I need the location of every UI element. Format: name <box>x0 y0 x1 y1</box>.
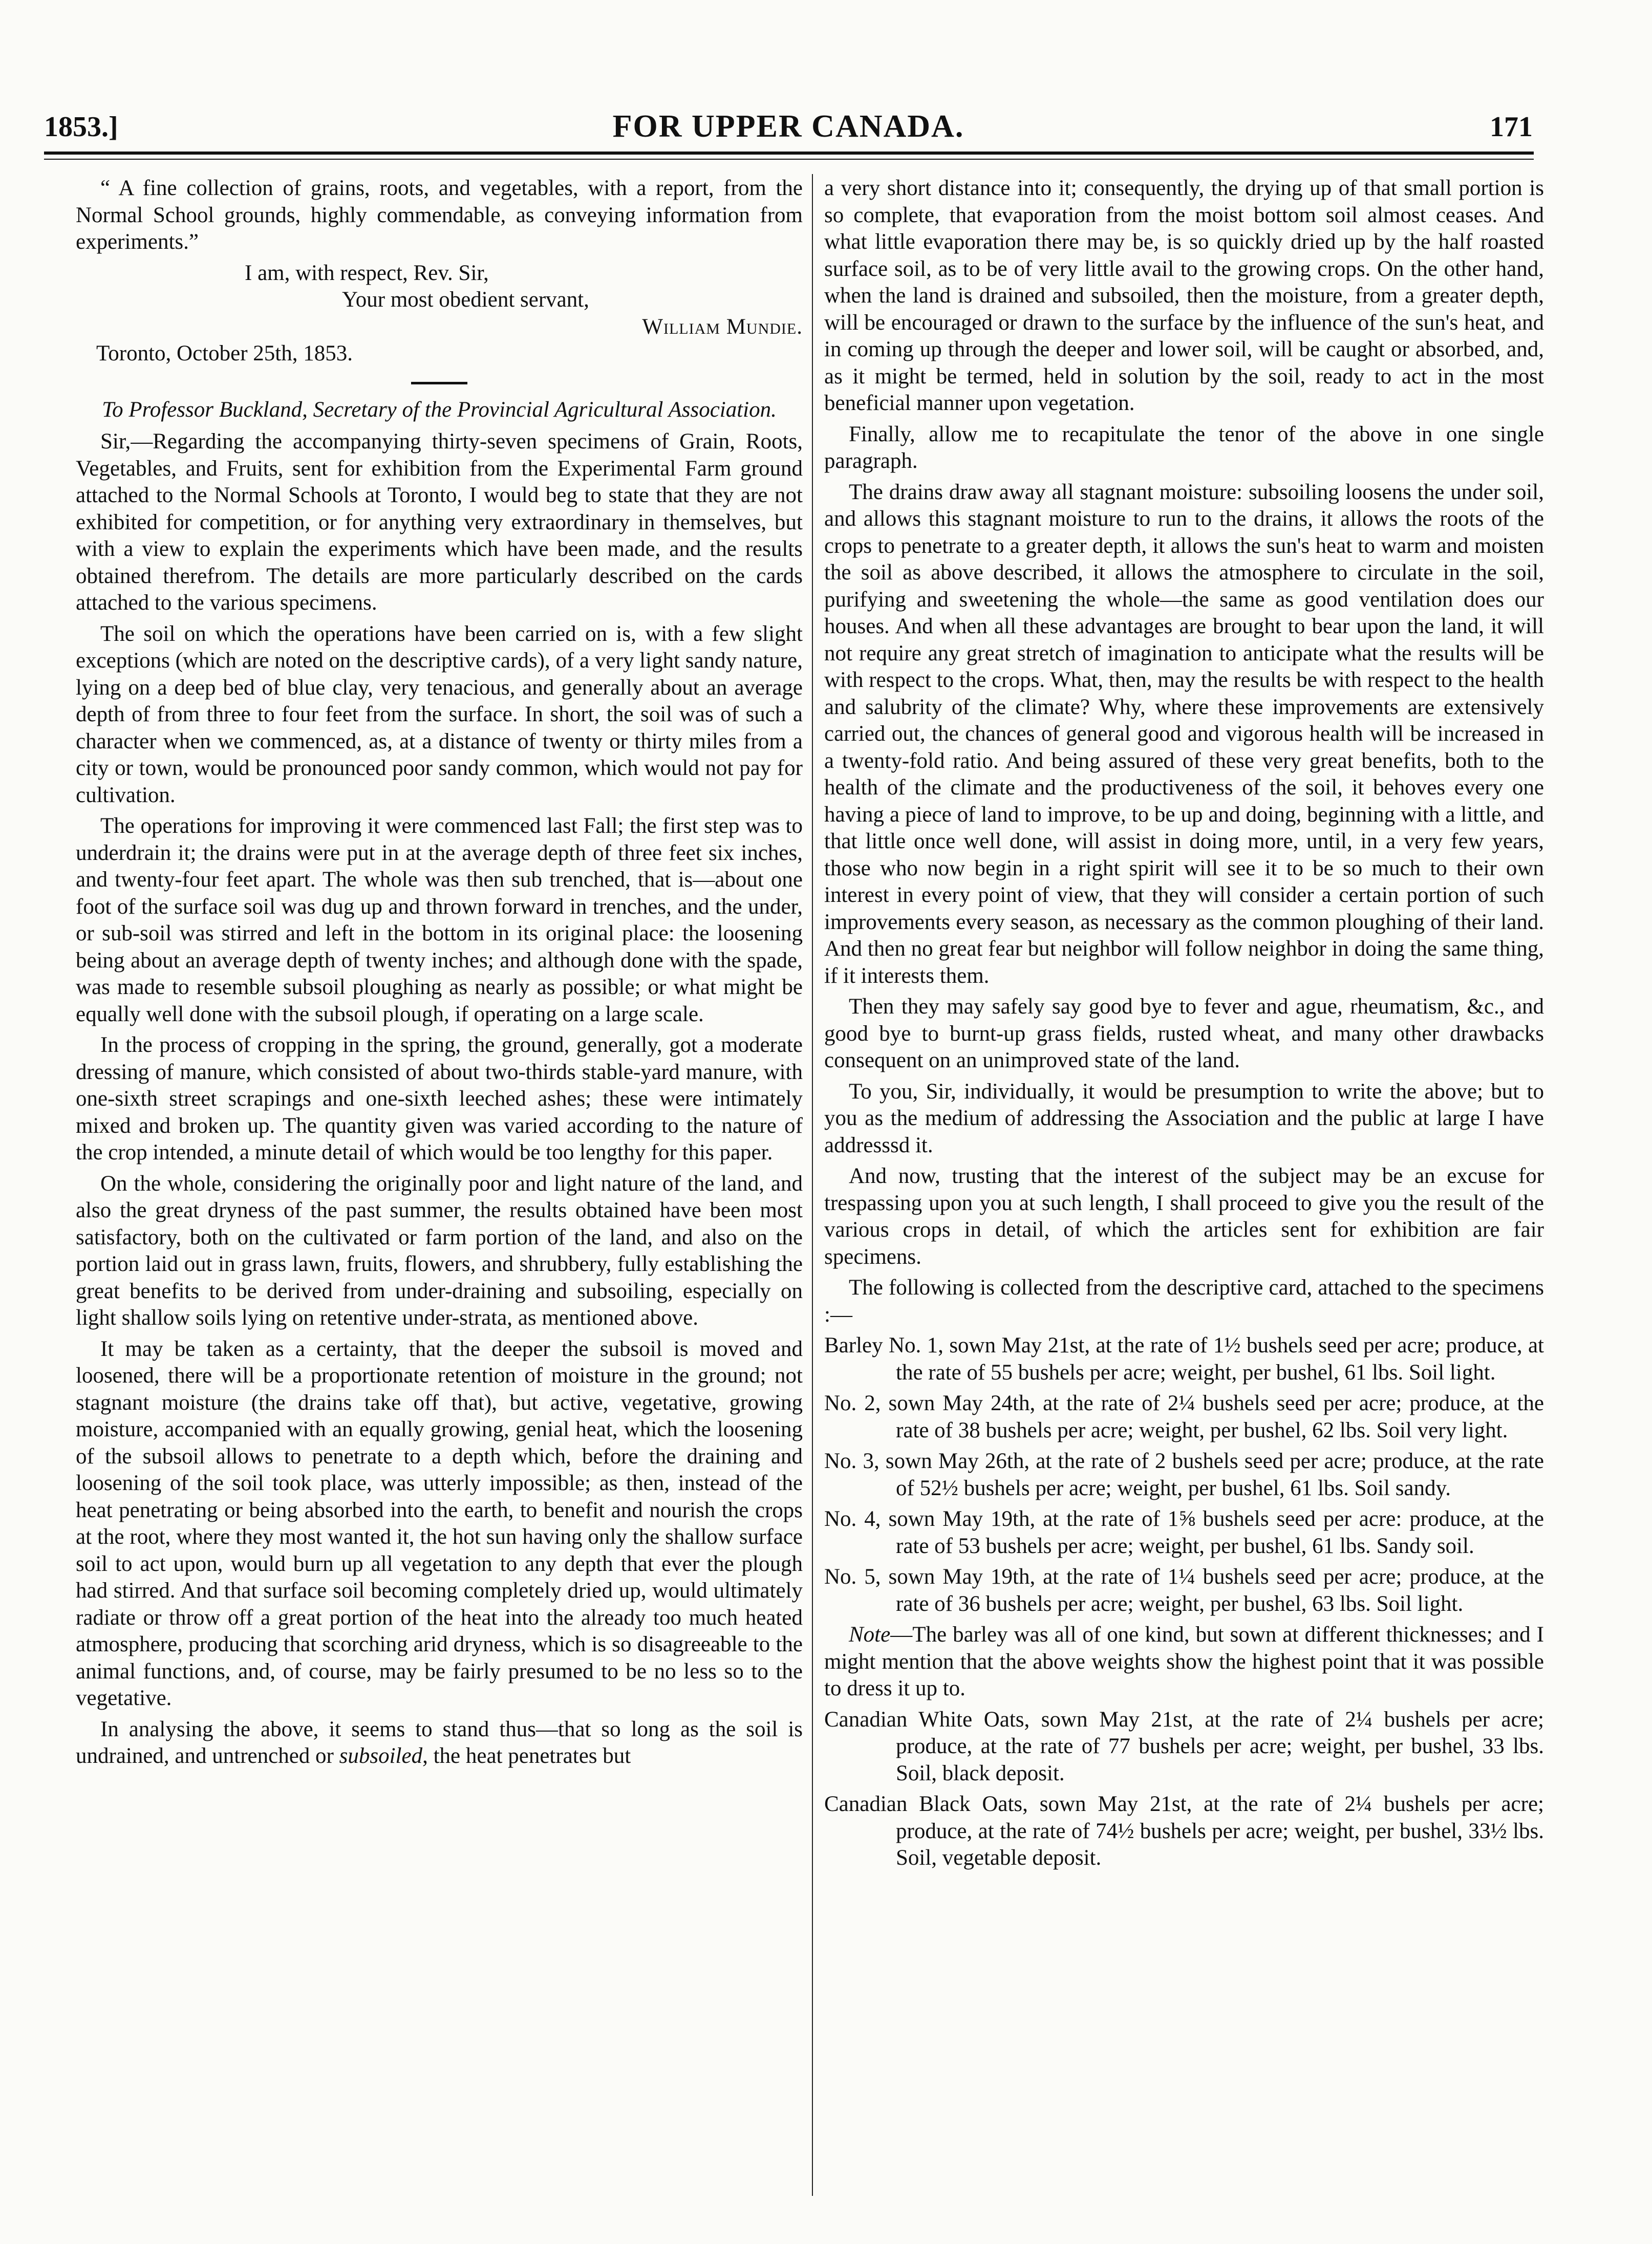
left-paragraph-4: In the process of cropping in the spring, the ground, generally, got a moderate dressing of manure, which consisted of about two-thirds stable-yard manure, with one-sixth street scrapings and one-sixth leeched ashes; these were intimately mixed and broken up. The quantity given was varied according to the nature of the crop intended, a minute detail of which would be too lengthy for this paper. <box>76 1033 803 1164</box>
closing-line-2: Your most obedient servant, <box>342 288 589 312</box>
left-column <box>76 175 803 1774</box>
header-rule-thick <box>44 152 1534 155</box>
crop-entry-barley-3: No. 3, sown May 26th, at the rate of 2 bushels seed per acre; produce, at the rate of 52½ bushels per acre; weight, per bushel, 61 lbs. Soil sandy. <box>824 1449 1544 1500</box>
header-rule-thin <box>44 159 1534 160</box>
signature: William Mundie. <box>642 314 803 339</box>
note-text: —The barley was all of one kind, but sown at different thicknesses; and I might mention that the above weights show the highest point that it was possible to dress it up to. <box>824 1623 1544 1700</box>
left-paragraph-2: The soil on which the operations have been carried on is, with a few slight exceptions (which are noted on the descriptive cards), of a very light sandy nature, lying on a deep bed of blue clay, very tenacious, and generally about an average depth of from three to four feet from the surface. In short, the soil was of such a character when we commenced, as, at a distance of twenty or thirty miles from a city or town, would be pronounced poor sandy common, which would not pay for cultivation. <box>76 621 803 807</box>
crop-entry-barley-1: Barley No. 1, sown May 21st, at the rate of 1½ bushels seed per acre; produce, at the rate of 55 bushels per acre; weight, per bushel, 61 lbs. Soil light. <box>824 1333 1544 1385</box>
last-para-start: In analysing the above, it seems to stand thus—that so long as the soil is undrained, and untrenched or <box>76 1717 803 1768</box>
page-number: 171 <box>1490 111 1533 143</box>
crop-entry-barley-2: No. 2, sown May 24th, at the rate of 2¼ bushels seed per acre; produce, at the rate of 38 bushels per acre; weight, per bushel, 62 lbs. Soil very light. <box>824 1391 1544 1442</box>
right-paragraph-5: To you, Sir, individually, it would be presumption to write the above; but to you as the medium of addressing the Association and the public at large I have addresssd it. <box>824 1079 1544 1157</box>
crop-entry-barley-4: No. 4, sown May 19th, at the rate of 1⅝ bushels seed per acre: produce, at the rate of 53 bushels per acre; weight, per bushel, 61 lbs. Sandy soil. <box>824 1507 1544 1558</box>
crop-entry-black-oats: Canadian Black Oats, sown May 21st, at the rate of 2¼ bushels per acre; produce, at the rate of 74½ bushels per acre; weight, per bushel, 33½ lbs. Soil, vegetable deposit. <box>824 1792 1544 1870</box>
barley-note <box>824 1622 1544 1702</box>
closing-line-1: I am, with respect, Rev. Sir, <box>245 261 489 285</box>
crop-entry-white-oats: Canadian White Oats, sown May 21st, at the rate of 2¼ bushels per acre; produce, at the rate of 77 bushels per acre; weight, per bushel, 33 lbs. Soil, black deposit. <box>824 1707 1544 1785</box>
right-paragraph-6: And now, trusting that the interest of the subject may be an excuse for trespassing upon you at such length, I shall proceed to give you the result of the various crops in detail, of which the articles sent for exhibition are fair specimens. <box>824 1164 1544 1269</box>
note-label: Note <box>849 1623 891 1647</box>
right-paragraph-2: Finally, allow me to recapitulate the tenor of the above in one single paragraph. <box>824 422 1544 473</box>
last-para-emphasis: subsoiled <box>339 1744 423 1768</box>
right-paragraph-4: Then they may safely say good bye to fever and ague, rheumatism, &c., and good bye to burnt-up grass fields, rusted wheat, and many other drawbacks consequent on an unimproved state of the land. <box>824 995 1544 1072</box>
left-paragraph-3: The operations for improving it were commenced last Fall; the first step was to underdrain it; the drains were put in at the average depth of three feet six inches, and twenty-four feet apart. The whole was then sub trenched, that is—about one foot of the surface soil was dug up and thrown forward in trenches, and the under, or sub-soil was stirred and left in the bottom in its original place: the loosening being about an average depth of twenty inches; and although done with the spade, was made to resemble subsoil ploughing as nearly as possible; or what might be equally well done with the subsoil plough, if operating on a large scale. <box>76 814 803 1026</box>
column-divider <box>812 174 813 2196</box>
section-rule <box>411 382 467 384</box>
header-year: 1853.] <box>44 111 118 143</box>
left-paragraph-7 <box>76 1716 803 1770</box>
opening-quote: “ A fine collection of grains, roots, and vegetables, with a report, from the Normal School grounds, highly commendable, as conveying information from experiments.” <box>76 176 803 254</box>
header-title: FOR UPPER CANADA. <box>612 109 964 144</box>
right-paragraph-3: The drains draw away all stagnant moisture: subsoiling loosens the under soil, and allows this stagnant moisture to run to the drains, it allows the roots of the crops to penetrate to a greater depth, it allows the sun's heat to warm and moisten the soil as above described, it allows the atmosphere to circulate in the soil, purifying and sweetening the whole—the same as good ventilation does our houses. And when all these advantages are brought to bear upon the land, it will not require any great stretch of imagination to anticipate what the results will be with respect to the crops. What, then, may the results be with respect to the health and salubrity of the climate? Why, where these improvements are extensively carried out, the chances of general good and vigorous health will be increased in a twenty-fold ratio. And being assured of these very great benefits, both to the health of the climate and the productiveness of the soil, it behoves every one having a piece of land to improve, to be up and doing, beginning with a little, and that little once well done, will assist in doing more, until, in a very few years, those who now begin in a right spirit will see it to be so much to their own interest in every point of view, that they will consider a certain portion of such improvements every season, as necessary as the common ploughing of their land. And then no great fear but neighbor will follow neighbor in doing the same thing, if it interests them. <box>824 480 1544 988</box>
crop-entry-barley-5: No. 5, sown May 19th, at the rate of 1¼ bushels seed per acre; produce, at the rate of 36 bushels per acre; weight, per bushel, 63 lbs. Soil light. <box>824 1565 1544 1616</box>
last-para-end: , the heat penetrates but <box>422 1744 631 1768</box>
letter-address: To Professor Buckland, Secretary of the Provincial Agricultural Association. <box>102 397 777 422</box>
date-line: Toronto, October 25th, 1853. <box>96 341 353 365</box>
right-paragraph-1: a very short distance into it; consequently, the drying up of that small portion is so complete, that evaporation from the moist bottom soil almost ceases. And what little evaporation there may be, is so quickly dried up by the half roasted surface soil, as to be of very little avail to the growing crops. On the other hand, when the land is drained and subsoiled, then the moisture, from a greater depth, will be encouraged or drawn to the surface by the influence of the sun's heat, and in coming up through the deeper and lower soil, will be caught or absorbed, and, as it might be termed, held in solution by the soil, ready to act in the most beneficial manner upon vegetation. <box>824 176 1544 415</box>
right-paragraph-7: The following is collected from the descriptive card, attached to the specimens :— <box>824 1276 1544 1327</box>
left-paragraph-1: Sir,—Regarding the accompanying thirty-seven specimens of Grain, Roots, Vegetables, and Fruits, sent for exhibition from the Experimental Farm ground attached to the Normal Schools at Toronto, I would beg to state that they are not exhibited for competition, or for anything very extraordinary in themselves, but with a view to explain the experiments which have been made, and the results obtained therefrom. The details are more particularly described on the cards attached to the various specimens. <box>76 429 803 615</box>
right-column <box>824 175 1544 1876</box>
left-paragraph-6: It may be taken as a certainty, that the deeper the subsoil is moved and loosened, there will be a proportionate retention of moisture in the ground; not stagnant moisture (the drains take off that), but active, vegetative, growing moisture, accompanied with an equally growing, genial heat, which the loosening of the subsoil allows to penetrate to a depth which, before the draining and loosening of the soil took place, was utterly impossible; as then, instead of the heat penetrating or being absorbed into the earth, to benefit and nourish the crops at the root, where they most wanted it, the hot sun having only the shallow surface soil to act upon, would burn up all vegetation to any depth that ever the plough had stirred. And that surface soil becoming completely dried up, would ultimately radiate or throw off a great portion of the heat into the already too much heated atmosphere, producing that scorching arid dryness, which is so disagreeable to the animal functions, and, of course, may be fairly presumed to be no less so to the vegetative. <box>76 1336 803 1710</box>
left-paragraph-5: On the whole, considering the originally poor and light nature of the land, and also the great dryness of the past summer, the results obtained have been most satisfactory, both on the cultivated or farm portion of the land, and also on the portion laid out in grass lawn, fruits, flowers, and shrubbery, fully establishing the great benefits to be derived from under-draining and subsoiling, especially on light shallow soils lying on retentive under-strata, as mentioned above. <box>76 1171 803 1330</box>
page-header <box>44 105 1533 152</box>
